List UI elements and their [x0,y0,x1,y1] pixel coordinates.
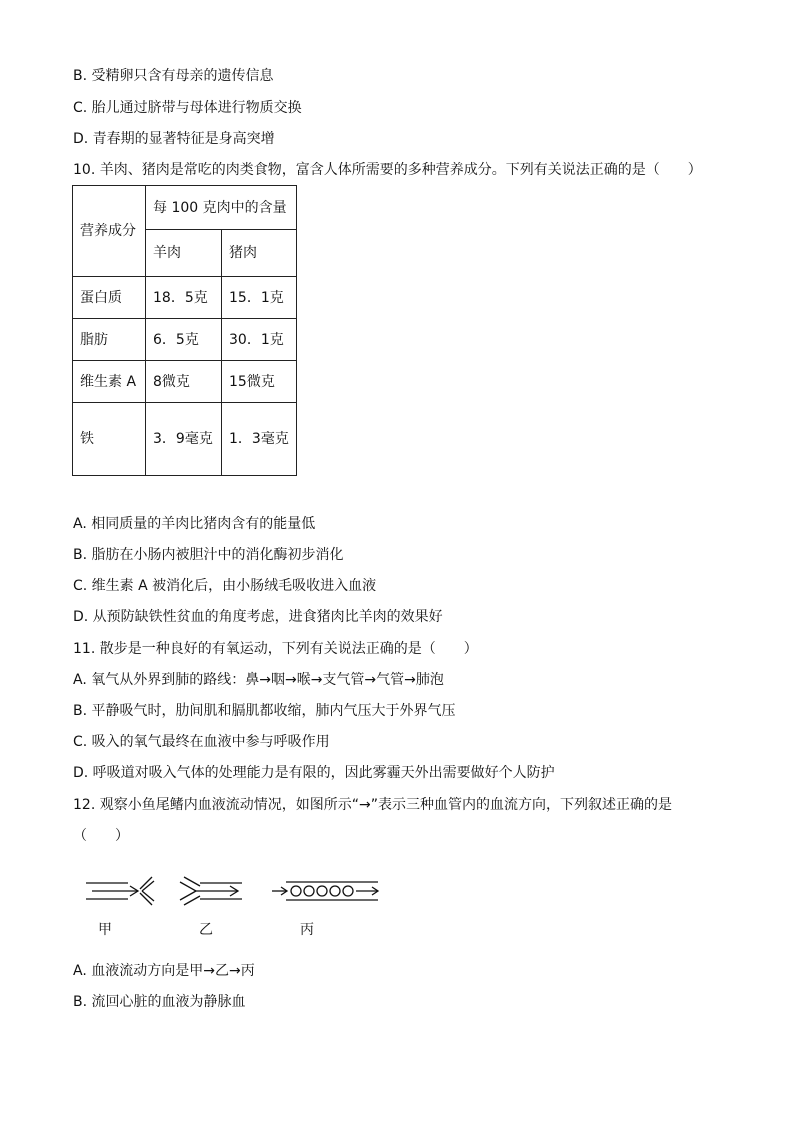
cell-pork: 15微克 [222,361,297,403]
cell-pork: 15．1克 [222,277,297,319]
q12-option-a: A. 血液流动方向是甲→乙→丙 [73,963,255,979]
cell-mutton: 3．9毫克 [146,403,222,476]
q11-stem: 11. 散步是一种良好的有氧运动，下列有关说法正确的是（ ） [73,641,478,657]
header-pork: 猪肉 [222,230,297,277]
cell-nutrient: 维生素 A [73,361,146,403]
q10-option-b: B. 脂肪在小肠内被胆汁中的消化酶初步消化 [73,547,344,563]
vessel-jia-icon [86,877,154,905]
cell-nutrient: 铁 [73,403,146,476]
cell-nutrient: 脂肪 [73,319,146,361]
header-group: 每 100 克肉中的含量 [146,186,297,230]
q12-stem: 12. 观察小鱼尾鳍内血液流动情况，如图所示“→”表示三种血管内的血流方向，下列叙述正确的是 [73,797,672,813]
header-nutrient: 营养成分 [73,186,146,277]
label-bing: 丙 [300,922,314,938]
cell-nutrient: 蛋白质 [73,277,146,319]
table-row [73,319,297,361]
header-mutton: 羊肉 [146,230,222,277]
table-row [73,403,297,476]
q12-stem-cont: （ ） [73,828,129,844]
q10-stem: 10. 羊肉、猪肉是常吃的肉类食物，富含人体所需要的多种营养成分。下列有关说法正确的是（ ） [73,162,702,178]
q9-option-b: B. 受精卵只含有母亲的遗传信息 [73,68,274,84]
q9-option-d: D. 青春期的显著特征是身高突增 [73,131,275,147]
table-row [73,361,297,403]
cell-mutton: 8微克 [146,361,222,403]
q11-option-c: C. 吸入的氧气最终在血液中参与呼吸作用 [73,734,330,750]
nutrition-table [72,185,297,476]
q12-option-b: B. 流回心脏的血液为静脉血 [73,994,246,1010]
q9-option-c: C. 胎儿通过脐带与母体进行物质交换 [73,100,302,116]
q10-option-c: C. 维生素 A 被消化后，由小肠绒毛吸收进入血液 [73,578,377,594]
q11-option-a: A. 氧气从外界到肺的路线：鼻→咽→喉→支气管→气管→肺泡 [73,672,444,688]
q11-option-b: B. 平静吸气时，肋间肌和膈肌都收缩，肺内气压大于外界气压 [73,703,456,719]
cell-mutton: 6．5克 [146,319,222,361]
q10-option-a: A. 相同质量的羊肉比猪肉含有的能量低 [73,516,316,532]
cell-pork: 30．1克 [222,319,297,361]
vessel-bing-icon [272,882,378,900]
cell-mutton: 18．5克 [146,277,222,319]
table-row [73,277,297,319]
label-yi: 乙 [199,922,213,938]
vessel-yi-icon [180,877,242,905]
cell-pork: 1．3毫克 [222,403,297,476]
q11-option-d: D. 呼吸道对吸入气体的处理能力是有限的，因此雾霾天外出需要做好个人防护 [73,765,555,781]
label-jia: 甲 [98,922,112,938]
q10-option-d: D. 从预防缺铁性贫血的角度考虑，进食猪肉比羊肉的效果好 [73,609,443,625]
blood-vessel-diagram [80,868,390,916]
